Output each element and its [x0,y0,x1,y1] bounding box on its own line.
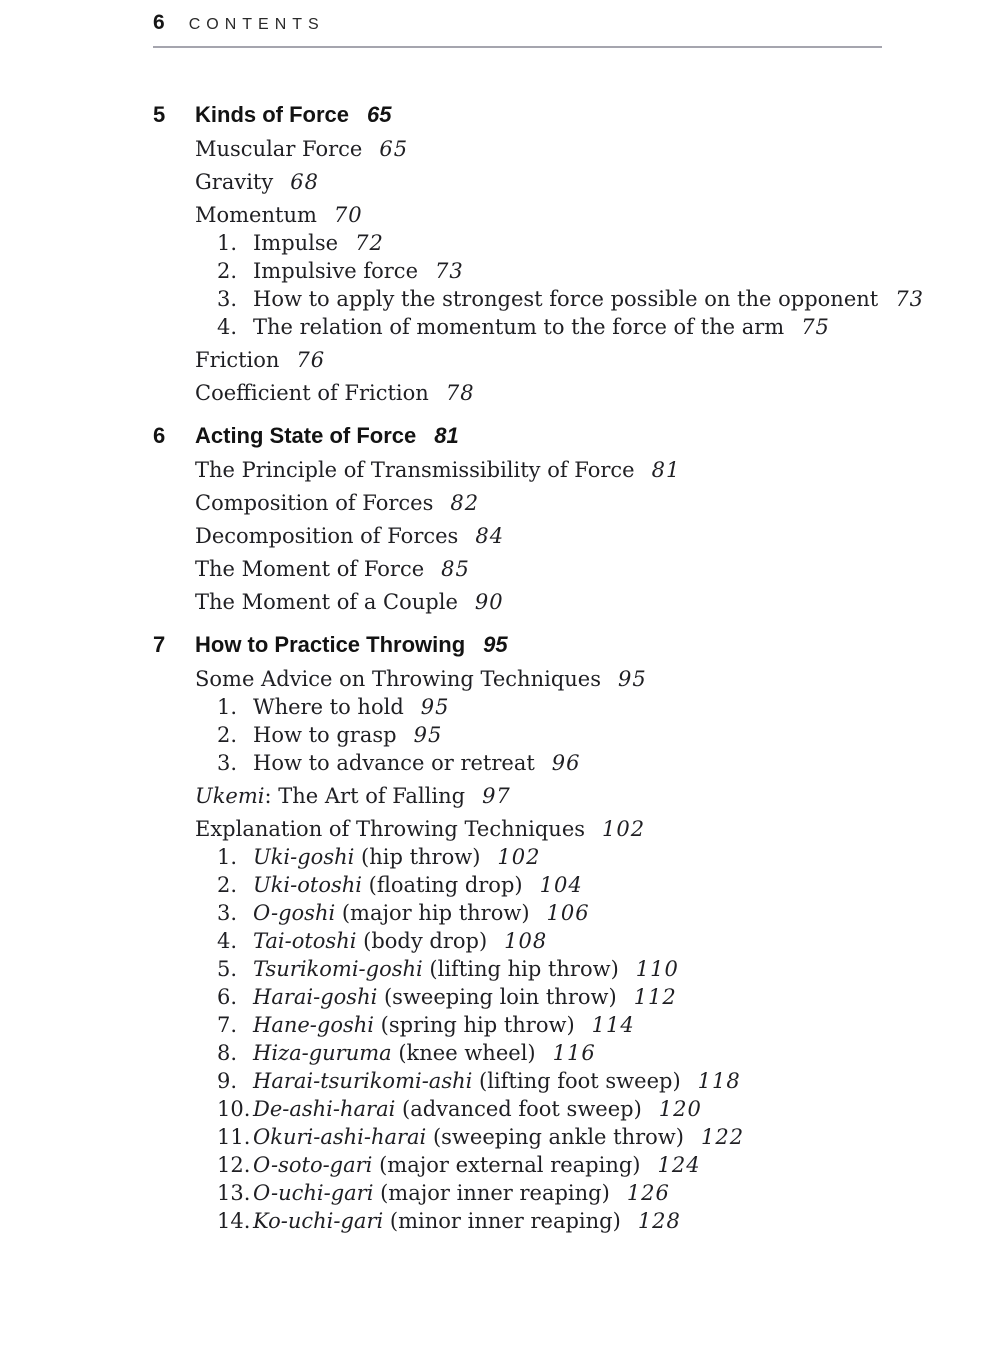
entry-page-number: 72 [355,231,384,255]
toc-subentry [153,955,960,983]
entry-number: 4. [217,929,238,953]
entry-number: 2. [217,873,238,897]
entry-page-number: 85 [441,557,470,581]
entry-page-number: 112 [633,985,677,1009]
entry-term: Uki-goshi [253,845,355,869]
entry-page-number: 106 [546,901,590,925]
entry-page-number: 104 [539,873,583,897]
entry-page-number: 122 [700,1125,745,1149]
entry-page-number: 95 [420,695,450,719]
toc-entry [153,522,960,550]
entry-term: Ko-uchi-gari [253,1209,384,1233]
toc-subentry [153,1151,960,1179]
entry-number: 2. [217,259,238,283]
entry-text: (sweeping loin throw) [377,985,617,1009]
entry-text: Some Advice on Throwing Techniques [195,667,601,691]
toc-subentry [153,285,960,313]
entry-text: Muscular Force [195,137,363,161]
entry-text: (major external reaping) [372,1153,641,1177]
entry-page-number: 84 [475,524,505,548]
entry-term: Tsurikomi-goshi [253,957,423,981]
entry-page-number: 90 [474,590,504,614]
entry-text: (lifting hip throw) [422,957,619,981]
toc-subentry [153,983,960,1011]
entry-number: 3. [217,751,238,775]
entry-text: (major inner reaping) [373,1181,610,1205]
entry-text: The Moment of a Couple [195,590,458,614]
entry-text: Decomposition of Forces [195,524,459,548]
toc-entry [153,456,960,484]
entry-number: 3. [217,287,238,311]
entry-term: Ukemi [195,784,265,808]
entry-text: How to advance or retreat [253,751,535,775]
toc-subentry [153,899,960,927]
entry-page-number: 73 [435,259,464,283]
toc-subentry [153,313,960,341]
entry-text: The Moment of Force [195,557,425,581]
entry-text: Impulsive force [253,259,418,283]
entry-text: (lifting foot sweep) [472,1069,681,1093]
entry-page-number: 118 [697,1069,741,1093]
chapter-block [153,421,960,616]
entry-page-number: 120 [658,1097,702,1121]
entry-text: (major hip throw) [335,901,530,925]
toc-subentry [153,1179,960,1207]
entry-page-number: 116 [552,1041,596,1065]
toc-subentry [153,1207,960,1235]
entry-text: The relation of momentum to the force of the arm [253,315,785,339]
toc-entry [153,555,960,583]
toc-subentry [153,871,960,899]
chapter-block [153,630,960,1235]
entry-number: 1. [217,231,238,255]
chapter-heading [153,100,960,130]
chapter-block [153,100,960,407]
entry-number: 1. [217,845,238,869]
entry-number: 14. [217,1209,251,1233]
entry-number: 5. [217,957,238,981]
toc-entry [153,782,960,810]
toc-subentry [153,843,960,871]
toc-entry [153,379,960,407]
chapter-page-number: 95 [483,632,508,657]
entry-term: De-ashi-harai [253,1097,396,1121]
chapter-title: How to Practice Throwing [195,632,466,657]
entry-page-number: 95 [413,723,443,747]
toc-subentry [153,749,960,777]
entry-page-number: 110 [635,957,679,981]
toc-subentry [153,1067,960,1095]
entry-text: (hip throw) [354,845,481,869]
entry-term: O-uchi-gari [253,1181,374,1205]
entry-page-number: 96 [551,751,581,775]
entry-number: 1. [217,695,238,719]
header-rule [153,46,882,48]
toc-subentry [153,693,960,721]
entry-page-number: 108 [504,929,548,953]
entry-text: Explanation of Throwing Techniques [195,817,586,841]
entry-text: How to grasp [253,723,397,747]
entry-text: Momentum [195,203,317,227]
entry-page-number: 78 [445,381,475,405]
entry-term: Okuri-ashi-harai [253,1125,427,1149]
entry-number: 7. [217,1013,238,1037]
entry-number: 4. [217,315,238,339]
toc-entry [153,346,960,374]
entry-number: 3. [217,901,238,925]
entry-number: 12. [217,1153,251,1177]
toc-entry [153,135,960,163]
toc-subentry [153,257,960,285]
toc-entry [153,168,960,196]
chapter-title: Acting State of Force [195,423,417,448]
table-of-contents [153,100,960,1235]
entry-page-number: 82 [450,491,480,515]
entry-text: (floating drop) [361,873,523,897]
entry-term: Hiza-guruma [253,1041,392,1065]
entry-text: (minor inner reaping) [383,1209,621,1233]
chapter-page-number: 65 [367,102,392,127]
entry-page-number: 65 [379,137,409,161]
entry-page-number: 75 [801,315,830,339]
entry-term: O-goshi [253,901,336,925]
entry-number: 11. [217,1125,251,1149]
entry-text: (body drop) [356,929,488,953]
toc-entry [153,201,960,229]
toc-entry [153,665,960,693]
toc-entry [153,815,960,843]
chapter-number: 7 [153,632,166,657]
chapter-heading [153,630,960,660]
toc-subentry [153,721,960,749]
chapter-page-number: 81 [434,423,459,448]
entry-page-number: 128 [637,1209,681,1233]
entry-text: The Principle of Transmissibility of Force [195,458,635,482]
toc-entry [153,489,960,517]
entry-text: (sweeping ankle throw) [426,1125,684,1149]
entry-page-number: 124 [657,1153,701,1177]
entry-number: 8. [217,1041,238,1065]
entry-text: (advanced foot sweep) [395,1097,642,1121]
entry-term: O-soto-gari [253,1153,373,1177]
entry-term: Tai-otoshi [253,929,357,953]
entry-number: 13. [217,1181,251,1205]
toc-subentry [153,1011,960,1039]
toc-subentry [153,1123,960,1151]
toc-entry [153,588,960,616]
entry-text: Friction [195,348,280,372]
entry-page-number: 70 [333,203,363,227]
chapter-heading [153,421,960,451]
entry-text: (knee wheel) [391,1041,536,1065]
entry-term: Harai-tsurikomi-ashi [253,1069,473,1093]
running-header [153,10,960,38]
entry-text: Impulse [253,231,339,255]
entry-term: Hane-goshi [253,1013,374,1037]
entry-page-number: 102 [497,845,541,869]
entry-term: Harai-goshi [253,985,378,1009]
entry-page-number: 68 [290,170,319,194]
entry-page-number: 114 [591,1013,635,1037]
toc-subentry [153,927,960,955]
chapter-number: 5 [153,102,166,127]
entry-text: (spring hip throw) [374,1013,575,1037]
entry-text: Coefficient of Friction [195,381,429,405]
entry-page-number: 73 [895,287,924,311]
entry-page-number: 97 [482,784,511,808]
entry-number: 10. [217,1097,251,1121]
toc-subentry [153,1095,960,1123]
entry-number: 2. [217,723,238,747]
toc-subentry [153,229,960,257]
entry-text: Composition of Forces [195,491,434,515]
entry-page-number: 102 [602,817,646,841]
entry-page-number: 126 [626,1181,670,1205]
entry-number: 9. [217,1069,238,1093]
chapter-number: 6 [153,423,166,448]
entry-text: Gravity [195,170,274,194]
entry-text: : The Art of Falling [264,784,466,808]
entry-text: Where to hold [253,695,404,719]
chapter-title: Kinds of Force [195,102,350,127]
entry-text: How to apply the strongest force possible on the opponent [253,287,879,311]
entry-page-number: 76 [296,348,326,372]
header-title: CONTENTS [188,16,325,33]
entry-term: Uki-otoshi [253,873,362,897]
entry-number: 6. [217,985,238,1009]
entry-page-number: 81 [651,458,681,482]
toc-subentry [153,1039,960,1067]
entry-page-number: 95 [618,667,647,691]
header-page-number: 6 [153,11,165,34]
